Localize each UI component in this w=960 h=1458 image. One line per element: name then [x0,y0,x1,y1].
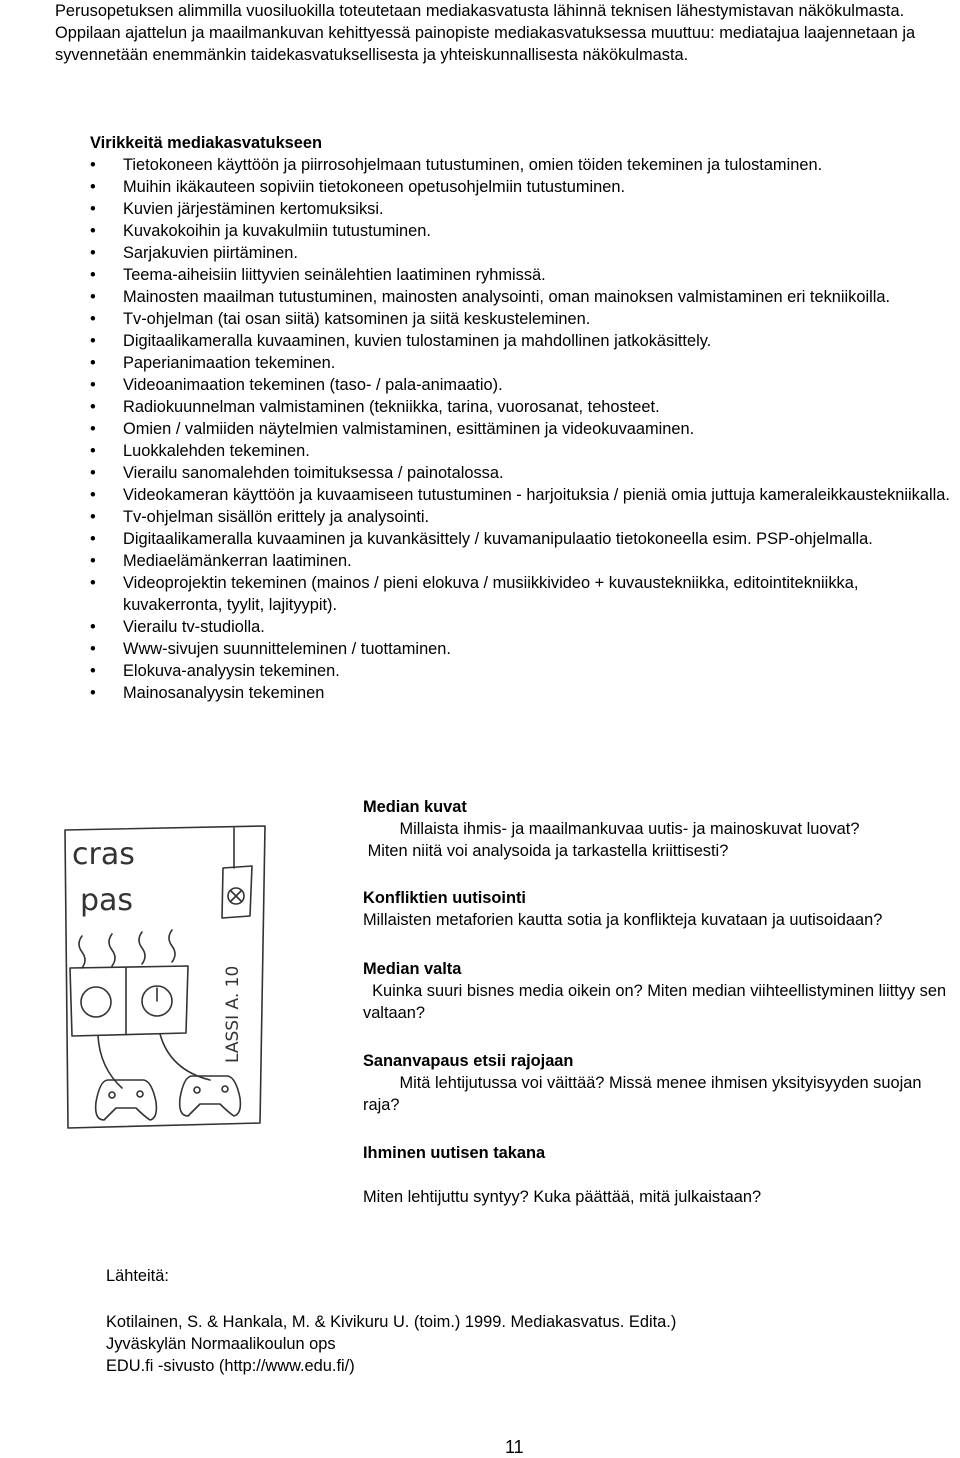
steam-squiggle [79,936,85,968]
console-button-left [81,987,111,1017]
list-item: • Www-sivujen suunnitteleminen / tuottaminen. [90,638,950,660]
list-item: • Kuvakokoihin ja kuvakulmiin tutustuminen. [90,220,950,242]
list-item: • Paperianimaation tekeminen. [90,352,950,374]
topic-body: Miten lehtijuttu syntyy? Kuka päättää, mitä julkaistaan? [363,1188,762,1206]
topic-body: Mitä lehtijutussa voi väittää? Missä menee ihmisen yksityisyyden suojan raja? [363,1074,927,1114]
game-controller [180,1076,241,1116]
topic-block [363,958,958,1024]
list-item: • Mainosten maailman tutustuminen, mainosten analysointi, oman mainoksen valmistaminen eri tekniikoilla. [90,286,950,308]
list-item: • Radiokuunnelman valmistaminen (tekniikka, tarina, vuorosanat, tehosteet. [90,396,950,418]
source-item: Kotilainen, S. & Hankala, M. & Kivikuru U. (toim.) 1999. Mediakasvatus. Edita.) [106,1313,677,1331]
page-number: 11 [505,1437,524,1457]
list-item: • Videokameran käyttöön ja kuvaamiseen tutustuminen - harjoituksia / pieniä omia juttuja kameraleikkaustekniikalla. [90,484,950,506]
list-item: • Elokuva-analyysin tekeminen. [90,660,950,682]
child-drawing [60,818,270,1158]
sources-label: Lähteitä: [106,1267,169,1285]
activity-list [90,154,950,704]
topic-block [363,796,859,862]
list-item: • Vierailu sanomalehden toimituksessa / painotalossa. [90,462,950,484]
section-title: Virikkeitä mediakasvatukseen [90,134,323,152]
list-item: • Digitaalikameralla kuvaaminen, kuvien tulostaminen ja mahdollinen jatkokäsittely. [90,330,950,352]
list-item: • Mainosanalyysin tekeminen [90,682,950,704]
drawing-text-pas: pas [80,883,134,918]
cable [160,1034,210,1080]
topic-block [363,1142,761,1208]
steam-squiggle [109,934,115,966]
list-item: • Tv-ohjelman (tai osan siitä) katsominen ja siitä keskusteleminen. [90,308,950,330]
list-item: • Omien / valmiiden näytelmien valmistaminen, esittäminen ja videokuvaaminen. [90,418,950,440]
list-item: • Sarjakuvien piirtäminen. [90,242,950,264]
list-item: • Teema-aiheisiin liittyvien seinälehtien laatiminen ryhmissä. [90,264,950,286]
list-item: • Videoprojektin tekeminen (mainos / pieni elokuva / musiikkivideo + kuvaustekniikka, editointitekniikka, kuvakerronta, tyylit, lajityypit). [90,572,950,616]
topic-block [363,887,882,931]
topic-body: Millaisten metaforien kautta sotia ja konflikteja kuvataan ja uutisoidaan? [363,911,883,929]
topic-title: Median valta [363,960,462,978]
small-tv [222,866,252,918]
list-item: • Digitaalikameralla kuvaaminen ja kuvankäsittely / kuvamanipulaatio tietokoneella esim. PSP-ohjelmalla. [90,528,950,550]
topic-body: Kuinka suuri bisnes media oikein on? Miten median viihteellistyminen liittyy sen valtaan? [363,982,951,1022]
steam-squiggle [139,932,145,964]
topic-body: Millaista ihmis- ja maailmankuvaa uutis- ja mainoskuvat luovat? Miten niitä voi analysoida ja tarkastella kriittisesti? [367,820,860,860]
list-item: • Muihin ikäkauteen sopiviin tietokoneen opetusohjelmiin tutustuminen. [90,176,950,198]
game-controller [96,1080,157,1120]
list-item: • Vierailu tv-studiolla. [90,616,950,638]
topic-title: Median kuvat [363,798,467,816]
drawing-signature: LASSI A. 10 [223,965,243,1063]
drawing-text-cras: cras [72,837,135,872]
intro-paragraph: Perusopetuksen alimmilla vuosiluokilla toteutetaan mediakasvatusta lähinnä teknisen lähestymistavan näkökulmasta. Oppilaan ajattelun ja maailmankuvan kehittyessä painopiste mediakasvatuksessa muuttuu: mediatajua laajennetaan ja syvennetään enemmänkin taidekasvatuksellisesta ja yhteiskunnallisesta näkökulmasta. [55,2,916,64]
source-item: EDU.fi -sivusto (http://www.edu.fi/) [106,1357,355,1375]
list-item: • Tv-ohjelman sisällön erittely ja analysointi. [90,506,950,528]
topic-block [363,1050,958,1116]
sources-list [106,1311,676,1377]
steam-squiggle [169,930,175,962]
console-box [70,966,188,1036]
source-item: Jyväskylän Normaalikoulun ops [106,1335,336,1353]
list-item: • Kuvien järjestäminen kertomuksiksi. [90,198,950,220]
list-item: • Luokkalehden tekeminen. [90,440,950,462]
list-item: • Videoanimaation tekeminen (taso- / pala-animaatio). [90,374,950,396]
list-item: • Tietokoneen käyttöön ja piirrosohjelmaan tutustuminen, omien töiden tekeminen ja tulostaminen. [90,154,950,176]
topic-title: Konfliktien uutisointi [363,889,526,907]
topic-title: Ihminen uutisen takana [363,1144,546,1162]
list-item: • Mediaelämänkerran laatiminen. [90,550,950,572]
topic-title: Sananvapaus etsii rajojaan [363,1052,574,1070]
